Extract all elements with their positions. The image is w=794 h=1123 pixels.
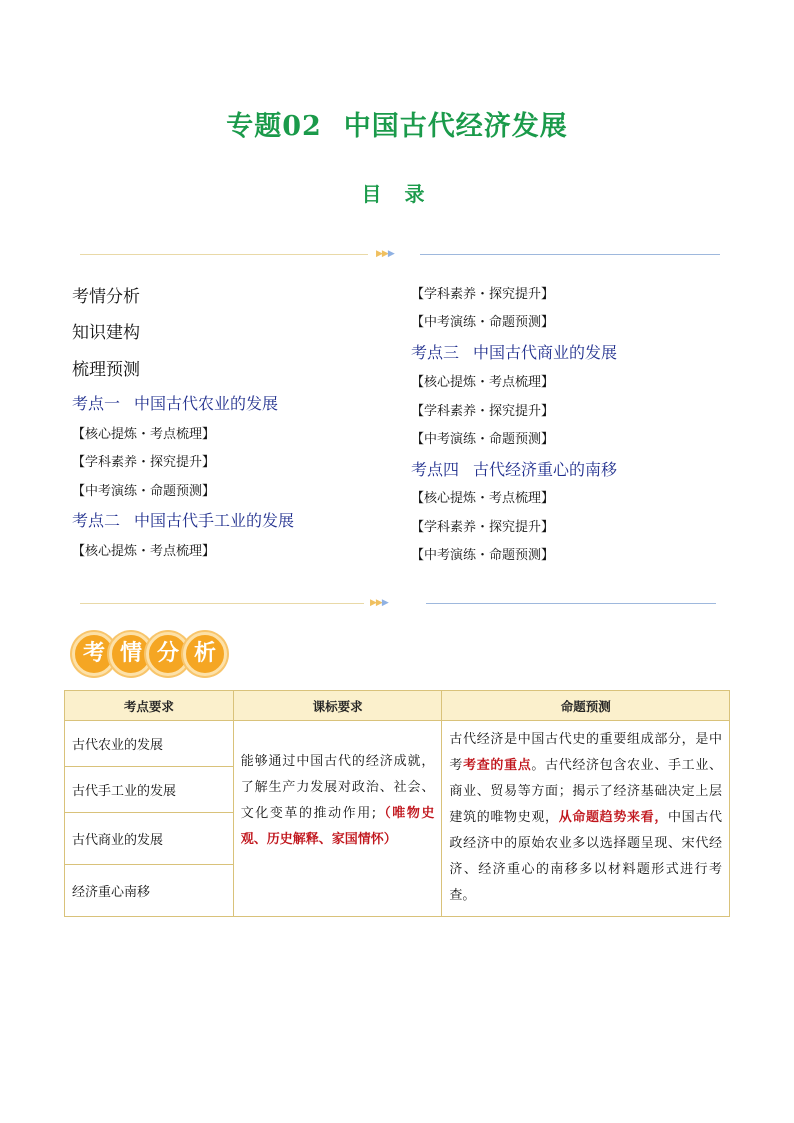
table-header-row [65, 691, 730, 721]
header-prediction: 命题预测 [442, 691, 730, 721]
point-name: 古代经济重心的南移 [473, 460, 618, 479]
toc-subitem[interactable]: 【中考演练・命题预测】 [411, 548, 555, 563]
point-key: 考点二 [72, 511, 121, 530]
badge-char: 析 [183, 632, 227, 676]
toc-point-1[interactable] [72, 391, 278, 414]
divider-top [80, 250, 720, 260]
toc-subitem[interactable]: 【核心提炼・考点梳理】 [72, 427, 216, 442]
standard-cell [233, 721, 442, 917]
toc-section-analysis[interactable]: 考情分析 [72, 287, 140, 307]
topic-cell: 经济重心南移 [65, 865, 234, 917]
prediction-text: 。古代经济包含农业、手工业、商业、贸易等方面；揭示了经济基础决定上层建筑的唯物史观， [449, 758, 722, 825]
toc-subitem[interactable]: 【核心提炼・考点梳理】 [411, 491, 555, 506]
divider-bottom [80, 599, 716, 609]
badge-char: 考 [72, 632, 116, 676]
toc-heading: 目 录 [361, 182, 433, 206]
title-text: 中国古代经济发展 [343, 111, 568, 142]
header-standard: 课标要求 [233, 691, 442, 721]
point-name: 中国古代农业的发展 [134, 394, 279, 413]
point-key: 考点三 [411, 343, 460, 362]
title-prefix: 专题 [226, 111, 283, 142]
toc-subitem[interactable]: 【核心提炼・考点梳理】 [72, 544, 216, 559]
standard-text: 能够通过中国古代的经济成就，了解生产力发展对政治、社会、文化变革的推动作用; [240, 754, 435, 821]
badge-char: 情 [109, 632, 153, 676]
topic-cell: 古代商业的发展 [65, 813, 234, 865]
toc-point-2[interactable] [72, 508, 294, 531]
toc-subitem[interactable]: 【学科素养・探究提升】 [411, 287, 555, 302]
point-key: 考点一 [72, 394, 121, 413]
toc-subitem[interactable]: 【中考演练・命题预测】 [411, 315, 555, 330]
toc-section-knowledge[interactable]: 知识建构 [72, 323, 140, 343]
point-name: 中国古代手工业的发展 [134, 511, 295, 530]
toc-section-prediction[interactable]: 梳理预测 [72, 360, 140, 380]
section-badge-analysis [72, 630, 232, 680]
prediction-text: 古代经济是中国古代史的重要组成部分，是中考 [449, 732, 722, 773]
topic-cell: 古代农业的发展 [65, 721, 234, 767]
toc-subitem[interactable]: 【学科素养・探究提升】 [411, 520, 555, 535]
badge-char: 分 [146, 632, 190, 676]
arrow-icon: ▶▶▶ [370, 598, 388, 608]
prediction-highlight: 从命题趋势来看， [558, 810, 668, 825]
arrow-icon: ▶▶▶ [376, 249, 394, 259]
toc-point-4[interactable] [411, 457, 617, 480]
header-point: 考点要求 [65, 691, 234, 721]
point-key: 考点四 [411, 460, 460, 479]
point-name: 中国古代商业的发展 [473, 343, 618, 362]
prediction-cell [442, 721, 730, 917]
toc-subitem[interactable]: 【核心提炼・考点梳理】 [411, 375, 555, 390]
standard-highlight: （唯物史观、历史解释、家国情怀） [240, 806, 435, 847]
toc-subitem[interactable]: 【学科素养・探究提升】 [72, 455, 216, 470]
title-number: 02 [282, 111, 322, 142]
toc-point-3[interactable] [411, 340, 617, 363]
prediction-highlight: 考查的重点 [463, 758, 532, 773]
toc-subitem[interactable]: 【中考演练・命题预测】 [411, 432, 555, 447]
toc-subitem[interactable]: 【中考演练・命题预测】 [72, 484, 216, 499]
toc-subitem[interactable]: 【学科素养・探究提升】 [411, 404, 555, 419]
exam-analysis-table [64, 690, 730, 917]
table-row [65, 721, 730, 767]
prediction-text: 中国古代政经济中的原始农业多以选择题呈现、宋代经济、经济重心的南移多以材料题形式进行考查。 [449, 810, 722, 903]
topic-cell: 古代手工业的发展 [65, 767, 234, 813]
page-title [0, 104, 794, 143]
